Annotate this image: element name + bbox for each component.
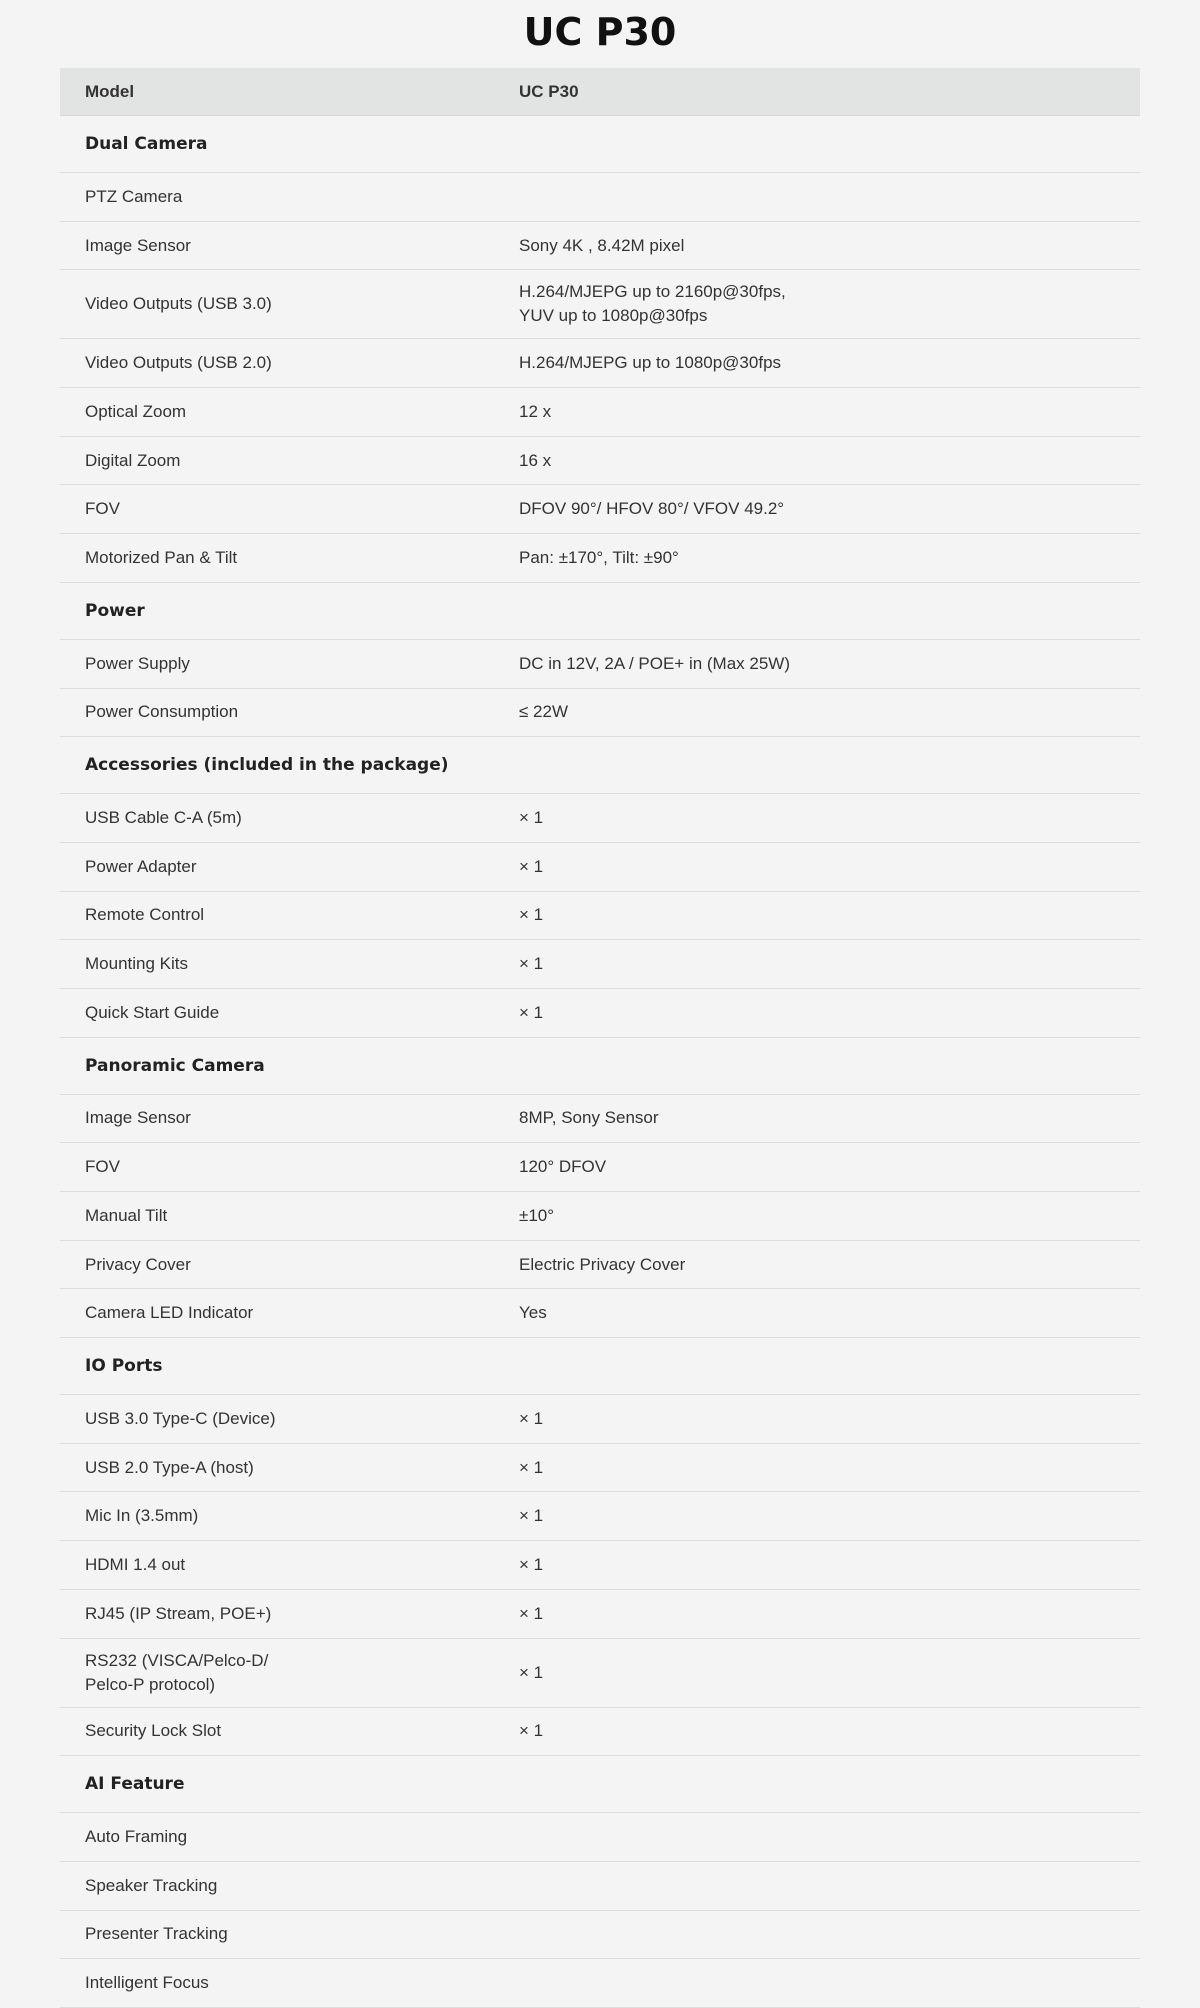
spec-row bbox=[60, 1289, 1140, 1338]
spec-label: Presenter Tracking bbox=[85, 1924, 228, 1944]
spec-value: ±10° bbox=[519, 1205, 555, 1225]
spec-value: × 1 bbox=[519, 1506, 544, 1526]
spec-value-line: YUV up to 1080p@30fps bbox=[519, 306, 708, 326]
spec-table bbox=[60, 68, 1140, 2008]
section-title: Panoramic Camera bbox=[85, 1055, 265, 1076]
header-value: UC P30 bbox=[519, 81, 579, 101]
spec-row bbox=[60, 989, 1140, 1038]
spec-value: × 1 bbox=[519, 1554, 544, 1574]
spec-label: PTZ Camera bbox=[85, 186, 183, 206]
spec-value: Pan: ±170°, Tilt: ±90° bbox=[519, 547, 679, 567]
spec-label: Power Consumption bbox=[85, 702, 239, 722]
spec-row bbox=[60, 1192, 1140, 1241]
spec-value: Electric Privacy Cover bbox=[519, 1254, 686, 1274]
spec-label: Speaker Tracking bbox=[85, 1875, 218, 1895]
spec-row bbox=[60, 1639, 1140, 1708]
spec-value: × 1 bbox=[519, 1662, 544, 1682]
section-title: IO Ports bbox=[85, 1356, 163, 1377]
spec-label: FOV bbox=[85, 1157, 120, 1177]
spec-row bbox=[60, 1590, 1140, 1639]
spec-row bbox=[60, 534, 1140, 583]
spec-value: × 1 bbox=[519, 1603, 544, 1623]
spec-value: 8MP, Sony Sensor bbox=[519, 1108, 659, 1128]
spec-label: Quick Start Guide bbox=[85, 1002, 220, 1022]
spec-label: Remote Control bbox=[85, 905, 205, 925]
section-header bbox=[60, 737, 1140, 794]
spec-value: H.264/MJEPG up to 1080p@30fps bbox=[519, 353, 782, 373]
spec-label: Motorized Pan & Tilt bbox=[85, 547, 238, 567]
spec-label: RJ45 (IP Stream, POE+) bbox=[85, 1603, 272, 1623]
section-header bbox=[60, 1338, 1140, 1395]
spec-value: 16 x bbox=[519, 450, 552, 470]
spec-label: Intelligent Focus bbox=[85, 1973, 209, 1993]
section-header bbox=[60, 1038, 1140, 1095]
spec-value: × 1 bbox=[519, 954, 544, 974]
section-title: Power bbox=[85, 600, 145, 621]
spec-label: FOV bbox=[85, 499, 120, 519]
spec-row bbox=[60, 1492, 1140, 1541]
section-title: Accessories (included in the package) bbox=[85, 755, 449, 776]
spec-row bbox=[60, 339, 1140, 388]
spec-row bbox=[60, 1395, 1140, 1444]
spec-label: USB 2.0 Type-A (host) bbox=[85, 1457, 254, 1477]
spec-row bbox=[60, 173, 1140, 222]
spec-label-line: RS232 (VISCA/Pelco-D/ bbox=[85, 1650, 269, 1670]
section-header bbox=[60, 116, 1140, 173]
spec-row bbox=[60, 485, 1140, 534]
spec-label: Manual Tilt bbox=[85, 1205, 168, 1225]
spec-label: Power Supply bbox=[85, 653, 190, 673]
spec-label: Video Outputs (USB 2.0) bbox=[85, 353, 272, 373]
spec-label: Privacy Cover bbox=[85, 1254, 191, 1274]
spec-value: DC in 12V, 2A / POE+ in (Max 25W) bbox=[519, 653, 791, 673]
spec-label: Digital Zoom bbox=[85, 450, 181, 470]
section-header bbox=[60, 1756, 1140, 1813]
spec-value: × 1 bbox=[519, 1408, 544, 1428]
spec-value: × 1 bbox=[519, 1457, 544, 1477]
spec-row bbox=[60, 794, 1140, 843]
spec-value: Yes bbox=[519, 1303, 547, 1323]
spec-row bbox=[60, 940, 1140, 989]
spec-value bbox=[519, 280, 1140, 328]
spec-row bbox=[60, 1541, 1140, 1590]
spec-value-line: H.264/MJEPG up to 2160p@30fps, bbox=[519, 282, 786, 302]
spec-label bbox=[60, 1649, 519, 1697]
spec-label: Mounting Kits bbox=[85, 954, 188, 974]
spec-row bbox=[60, 1095, 1140, 1144]
spec-row bbox=[60, 689, 1140, 738]
table-header-row bbox=[60, 68, 1140, 116]
spec-label: Image Sensor bbox=[85, 1108, 191, 1128]
spec-row bbox=[60, 843, 1140, 892]
spec-row bbox=[60, 222, 1140, 271]
spec-label: USB 3.0 Type-C (Device) bbox=[85, 1408, 276, 1428]
spec-value: × 1 bbox=[519, 1721, 544, 1741]
spec-label: Auto Framing bbox=[85, 1827, 188, 1847]
spec-row bbox=[60, 1959, 1140, 2008]
spec-row bbox=[60, 388, 1140, 437]
spec-row bbox=[60, 1708, 1140, 1757]
spec-value: × 1 bbox=[519, 905, 544, 925]
spec-row bbox=[60, 892, 1140, 941]
spec-row bbox=[60, 1444, 1140, 1493]
spec-label: Image Sensor bbox=[85, 235, 191, 255]
spec-value: Sony 4K , 8.42M pixel bbox=[519, 235, 685, 255]
spec-label: Mic In (3.5mm) bbox=[85, 1506, 199, 1526]
spec-row bbox=[60, 640, 1140, 689]
spec-label: Camera LED Indicator bbox=[85, 1303, 254, 1323]
page-title: UC P30 bbox=[523, 10, 677, 54]
spec-label: Security Lock Slot bbox=[85, 1721, 222, 1741]
spec-row bbox=[60, 1241, 1140, 1290]
spec-label-line: Pelco-P protocol) bbox=[85, 1674, 216, 1694]
spec-value: × 1 bbox=[519, 856, 544, 876]
spec-row bbox=[60, 1911, 1140, 1960]
section-title: Dual Camera bbox=[85, 134, 208, 154]
spec-value: × 1 bbox=[519, 808, 544, 828]
spec-label: USB Cable C-A (5m) bbox=[85, 808, 242, 828]
spec-value: 12 x bbox=[519, 401, 552, 421]
spec-row bbox=[60, 1862, 1140, 1911]
spec-value: 120° DFOV bbox=[519, 1157, 607, 1177]
spec-row bbox=[60, 437, 1140, 486]
spec-row bbox=[60, 270, 1140, 339]
spec-label: Video Outputs (USB 3.0) bbox=[85, 294, 272, 314]
spec-value: DFOV 90°/ HFOV 80°/ VFOV 49.2° bbox=[519, 499, 785, 519]
header-label: Model bbox=[85, 81, 135, 101]
spec-value: ≤ 22W bbox=[519, 702, 569, 722]
section-title: AI Feature bbox=[85, 1774, 185, 1795]
spec-value: × 1 bbox=[519, 1002, 544, 1022]
spec-row bbox=[60, 1143, 1140, 1192]
spec-label: Optical Zoom bbox=[85, 401, 187, 421]
spec-label: Power Adapter bbox=[85, 856, 197, 876]
section-header bbox=[60, 583, 1140, 640]
spec-label: HDMI 1.4 out bbox=[85, 1554, 186, 1574]
spec-row bbox=[60, 1813, 1140, 1862]
